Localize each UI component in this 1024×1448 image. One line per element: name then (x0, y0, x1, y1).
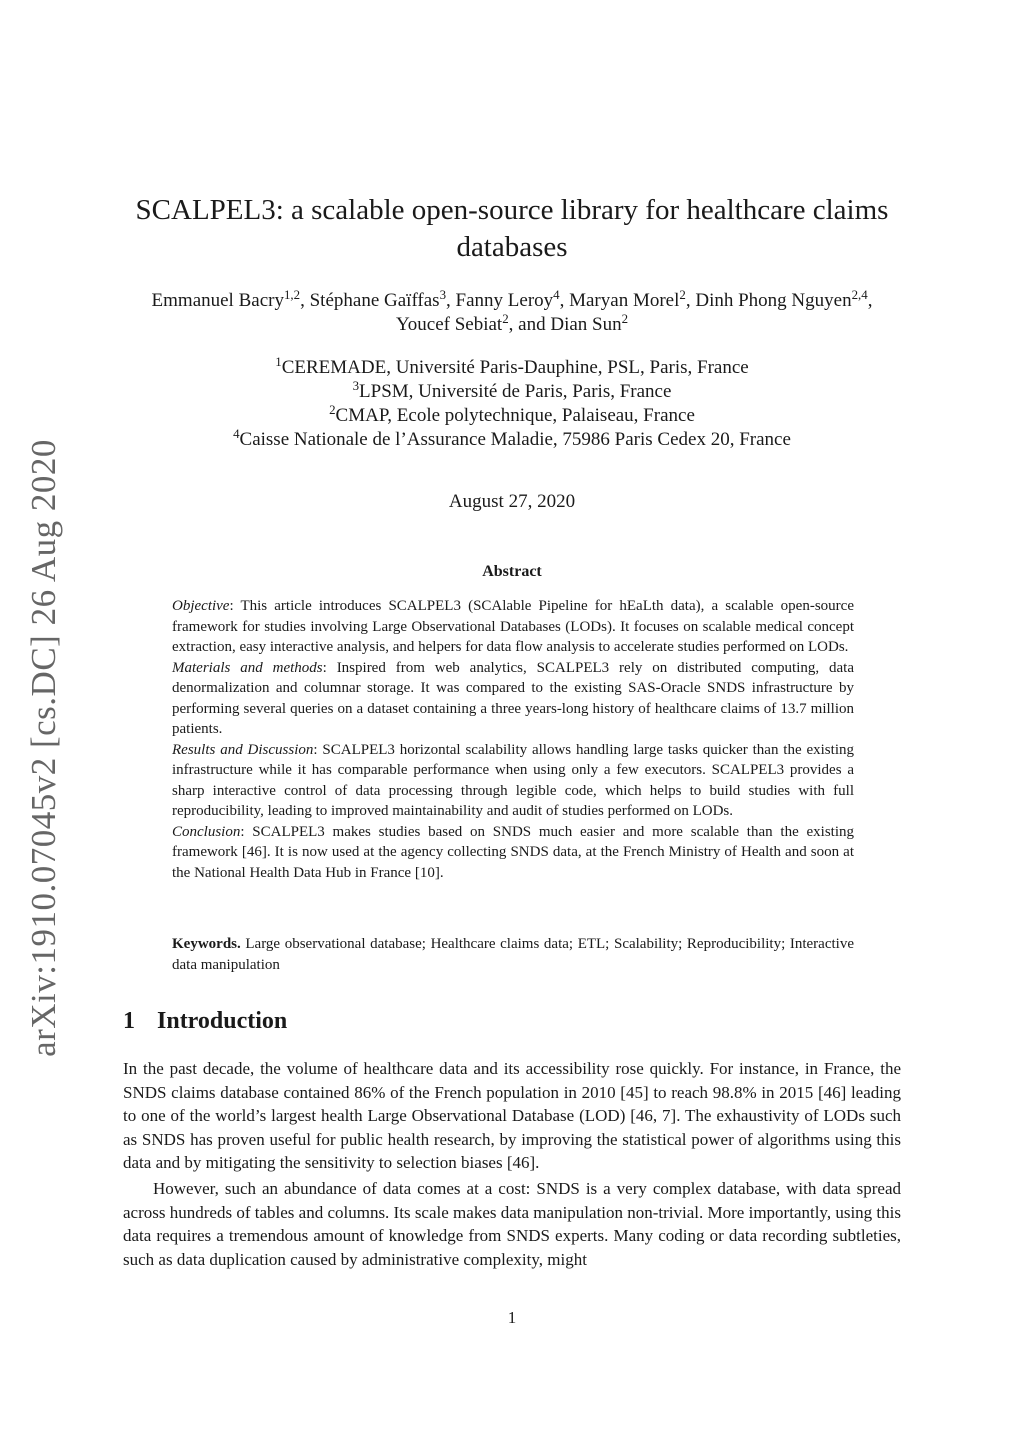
affiliation: $^1$CEREMADE, Université Paris-Dauphine, PSL, Paris, France (275, 353, 749, 378)
keywords-label: Keywords. (172, 936, 241, 952)
section-heading-introduction (123, 1008, 287, 1035)
publication-date: August 27, 2020 (448, 491, 576, 512)
author: Dian Sun$^2$ (550, 310, 629, 335)
affiliation: $^2$CMAP, Ecole polytechnique, Palaiseau, France (329, 401, 695, 426)
introduction-body (123, 1057, 901, 1271)
affiliation-list (140, 353, 884, 452)
paper-title: SCALPEL3: a scalable open-source library for healthcare claims databases (135, 194, 889, 263)
author: Dinh Phong Nguyen$^{2,4}$, (695, 286, 873, 311)
abstract-objective: Objective: This article introduces SCALPEL3 (SCAlable Pipeline for hEaLth data), a scalable open-source framework for studies involving Large Observational Databases (LODs). It focuses on scalable medical concept extraction, easy interactive analysis, and helpers for data flow analysis to accelerate studies performed on LODs. (172, 598, 854, 655)
page-number: 1 (507, 1308, 517, 1327)
author: Maryan Morel$^2$, (569, 286, 696, 311)
author: Stéphane Gaïffas$^3$, (309, 286, 456, 311)
author-list (140, 286, 884, 337)
keywords-text: Large observational database; Healthcare claims data; ETL; Scalability; Reproducibility; Interactive data manipulation (172, 936, 854, 973)
paragraph: In the past decade, the volume of healthcare data and its accessibility rose quickly. For instance, in France, the SNDS claims database contained 86% of the French population in 2010 [45] to reach 98.8% in 2015 [46] leading to one of the world’s largest health Large Observational Database (LOD) [46, 7]. The exhaustivity of LODs such as SNDS has proven useful for public health research, by improving the statistical power of algorithms using this data and by mitigating the sensitivity to selection biases [46]. (123, 1059, 901, 1173)
affiliation: $^4$Caisse Nationale de l’Assurance Maladie, 75986 Paris Cedex 20, France (233, 425, 791, 450)
arxiv-identifier: arXiv:1910.07045v2 [cs.DC] 26 Aug 2020 (24, 439, 63, 1057)
keywords (172, 934, 854, 976)
abstract-heading: Abstract (482, 563, 542, 580)
author: Youcef Sebiat$^2$, and (395, 310, 551, 335)
paragraph: However, such an abundance of data comes at a cost: SNDS is a very complex database, with data spread across hundreds of tables and columns. Its scale makes data manipulation non-trivial. More importantly, using this data requires a tremendous amount of knowledge from SNDS experts. Many coding or data recording subtleties, such as data duplication caused by administrative complexity, might (123, 1178, 901, 1269)
abstract-body (172, 596, 854, 883)
abstract-methods: Materials and methods: Inspired from web analytics, SCALPEL3 rely on distributed computing, data denormalization and columnar storage. It was compared to the existing SAS-Oracle SNDS infrastructure by performing several queries on a dataset containing a three years-long history of healthcare claims of 13.7 million patients. (172, 659, 854, 737)
abstract-results: Results and Discussion: SCALPEL3 horizontal scalability allows handling large tasks quicker than the existing infrastructure while it has comparable performance when using only a few executors. SCALPEL3 provides a sharp interactive control of data processing through legible code, which helps to build studies with full reproducibility, leading to improved maintainability and audit of studies performed on LODs. (172, 741, 854, 819)
author: Emmanuel Bacry$^{1,2}$, (151, 286, 310, 311)
section-title: Introduction (157, 1008, 288, 1034)
author: Fanny Leroy$^4$, (455, 286, 570, 311)
abstract-conclusion: Conclusion: SCALPEL3 makes studies based on SNDS much easier and more scalable than the existing framework [46]. It is now used at the agency collecting SNDS data, at the French Ministry of Health and soon at the National Health Data Hub in France [10]. (172, 823, 854, 881)
section-number: 1 (123, 1008, 135, 1034)
affiliation: $^3$LPSM, Université de Paris, Paris, France (352, 377, 672, 402)
